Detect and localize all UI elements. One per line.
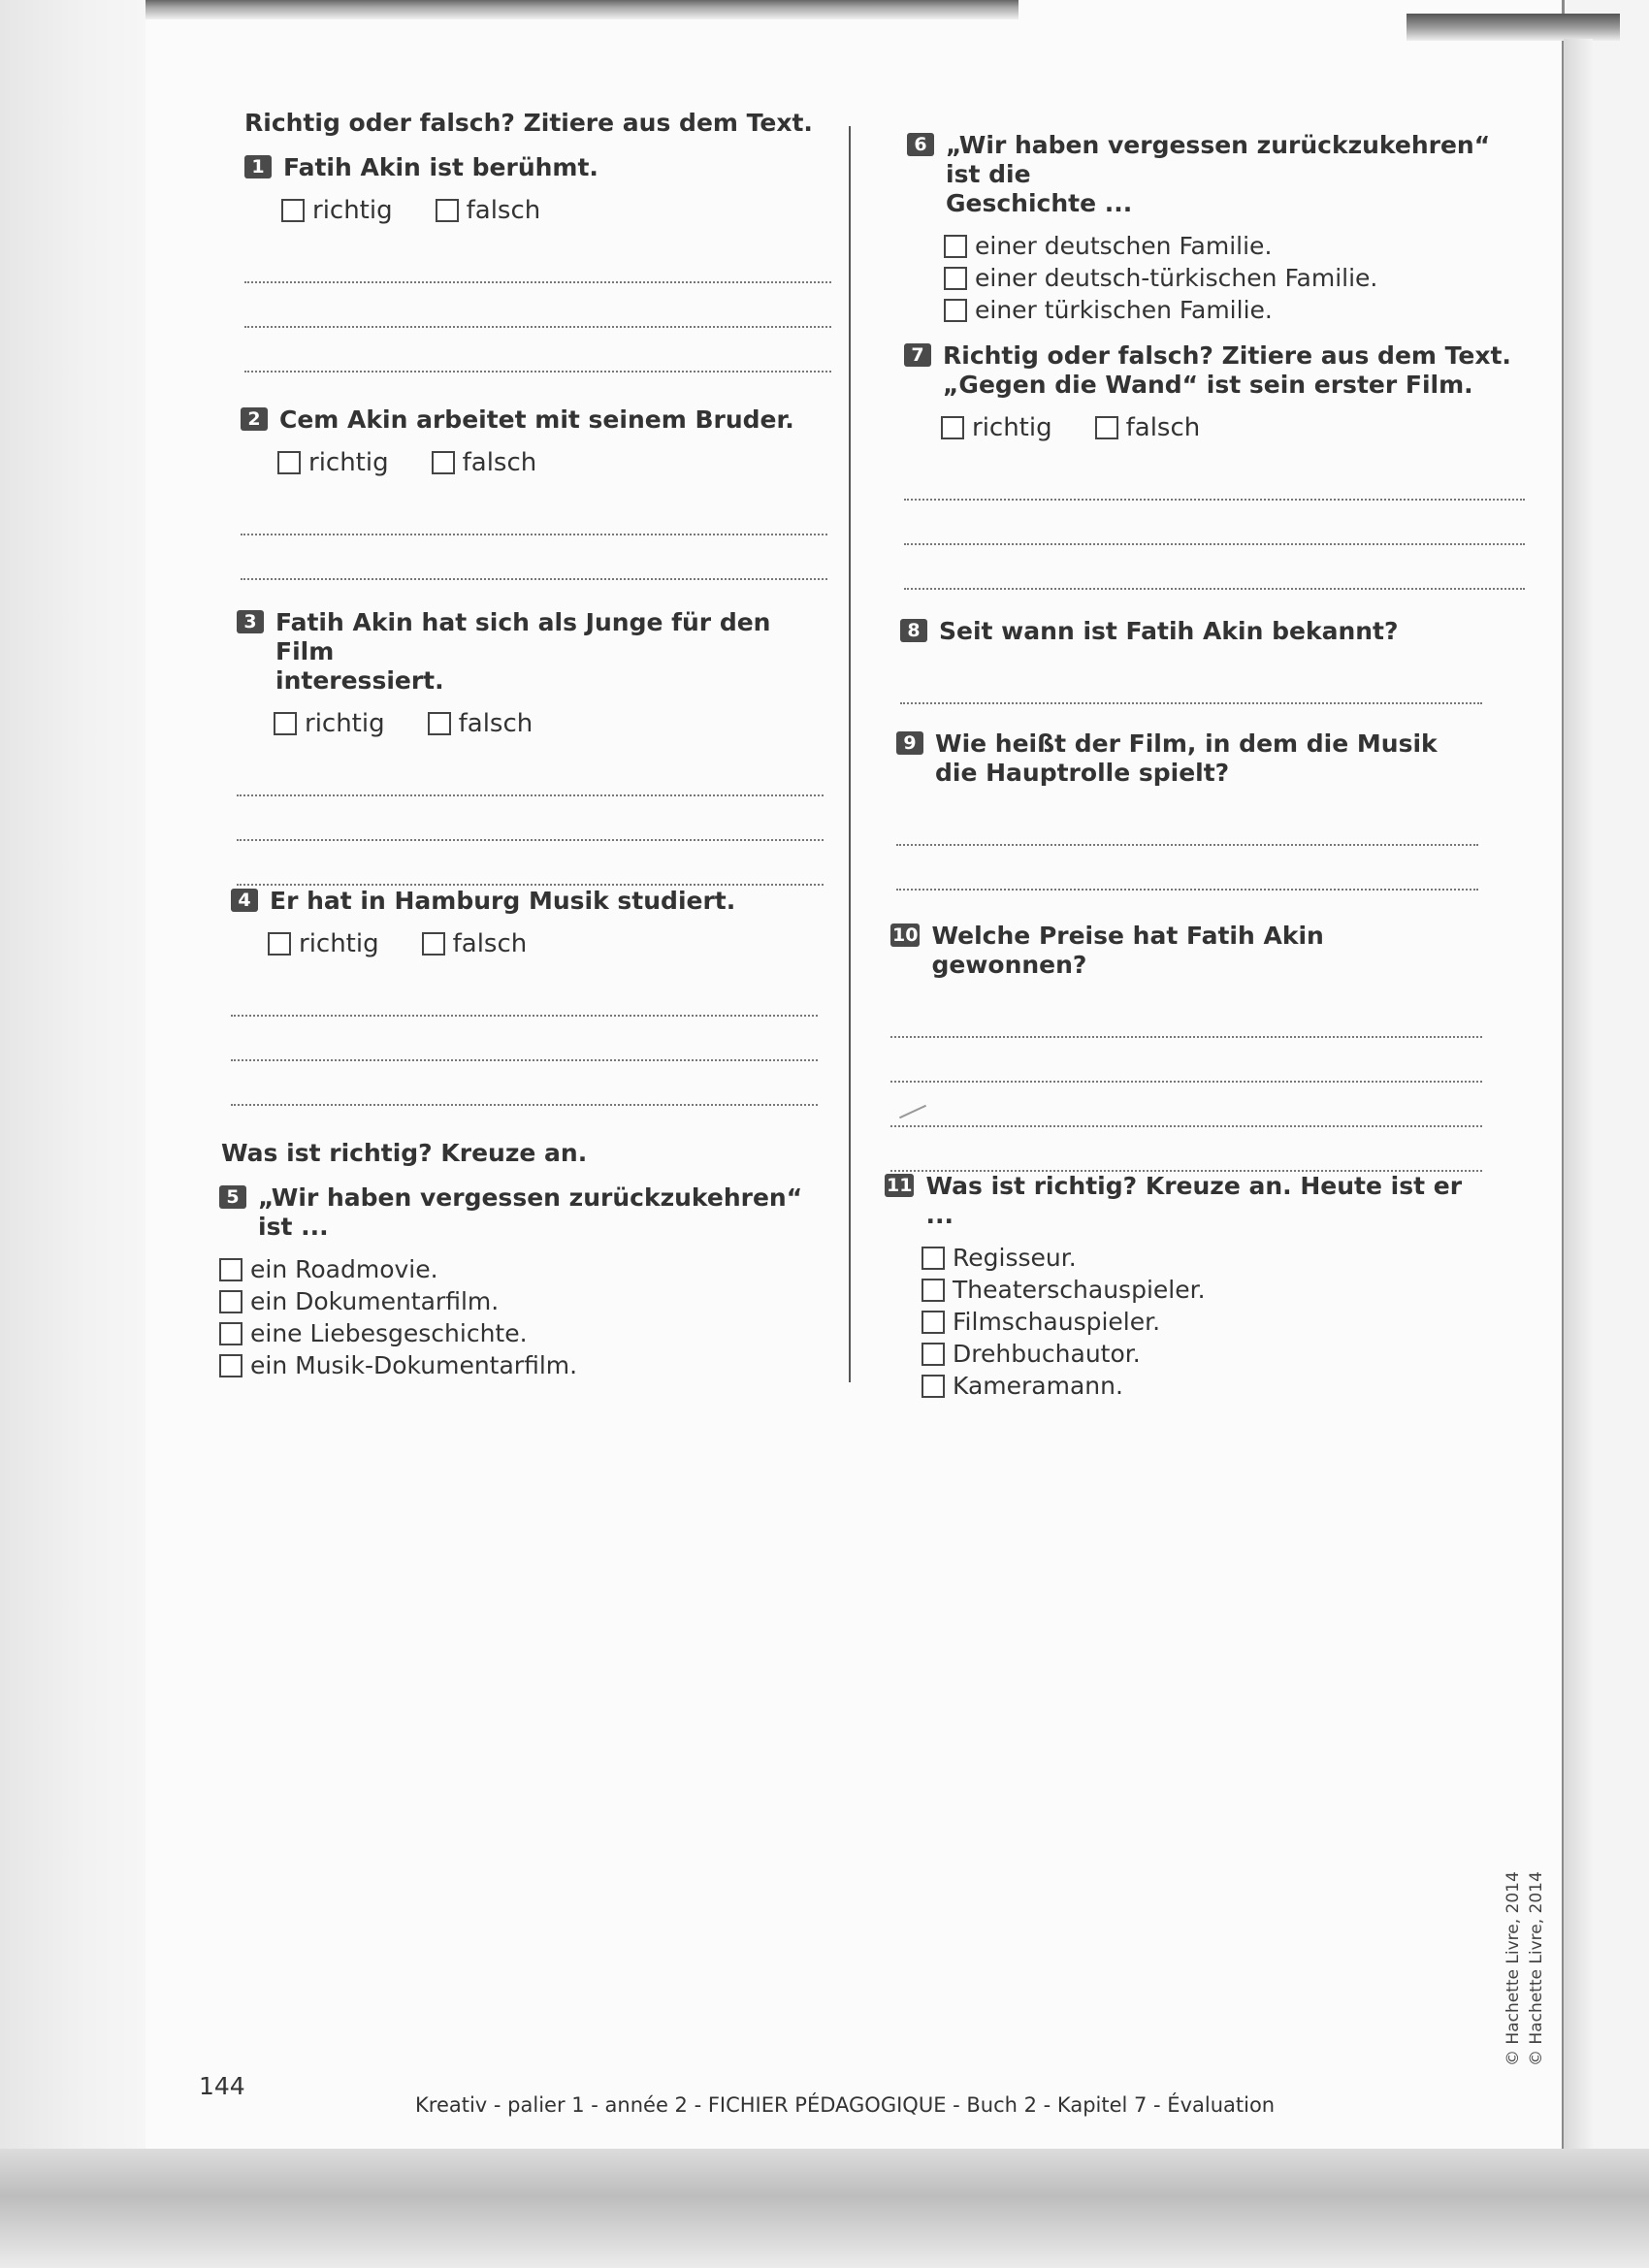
falsch-option-4[interactable]: falsch [422,929,528,958]
option-musik-dokumentarfilm[interactable]: ein Musik-Dokumentarfilm. [219,1351,821,1379]
answer-lines-7[interactable] [904,456,1525,590]
question-number-7: 7 [904,343,931,367]
question-2 [241,405,827,580]
question-number-9: 9 [896,731,923,755]
question-5 [219,1183,821,1379]
question-number-2: 2 [241,407,268,431]
checkbox-icon[interactable] [281,199,305,222]
question-text-4: Er hat in Hamburg Musik studiert. [270,887,736,915]
falsch-option-3[interactable]: falsch [428,709,534,738]
footer-text: Kreativ - palier 1 - année 2 - FICHIER PÉDAGOGIQUE - Buch 2 - Kapitel 7 - Évaluation [415,2093,1276,2117]
question-text-8: Seit wann ist Fatih Akin bekannt? [939,617,1399,645]
checkbox-icon[interactable] [922,1343,945,1366]
checkbox-icon[interactable] [219,1290,242,1313]
question-number-5: 5 [219,1185,246,1209]
answer-lines-9[interactable] [896,801,1478,891]
copyright-vertical-1: © Hachette Livre, 2014 [1504,1871,1523,2066]
checkbox-icon[interactable] [922,1375,945,1398]
option-filmschauspieler[interactable]: Filmschauspieler. [922,1308,1486,1336]
option-drehbuchautor[interactable]: Drehbuchautor. [922,1340,1486,1368]
option-regisseur[interactable]: Regisseur. [922,1244,1486,1272]
falsch-option-7[interactable]: falsch [1095,413,1201,442]
checkbox-icon[interactable] [219,1322,242,1345]
option-theaterschauspieler[interactable]: Theaterschauspieler. [922,1276,1486,1304]
scan-shadow-top-right [1406,14,1620,41]
section-heading-true-false: Richtig oder falsch? Zitiere aus dem Text. [244,109,813,137]
checkbox-icon[interactable] [922,1247,945,1270]
checkbox-icon[interactable] [436,199,459,222]
question-8 [900,617,1482,704]
answer-lines-1[interactable] [244,239,831,373]
question-11 [885,1172,1486,1400]
question-number-8: 8 [900,619,927,642]
answer-lines-3[interactable] [237,752,824,886]
scan-shadow-top [146,0,1018,19]
section-heading-multiple-choice: Was ist richtig? Kreuze an. [221,1139,588,1167]
question-text-11: Was ist richtig? Kreuze an. Heute ist er ... [925,1172,1463,1229]
question-6 [907,131,1528,324]
checkbox-icon[interactable] [277,451,301,474]
checkbox-icon[interactable] [944,267,967,290]
question-9 [896,729,1478,891]
richtig-option-3[interactable]: richtig [274,709,385,738]
question-number-3: 3 [237,610,264,633]
richtig-option-4[interactable]: richtig [268,929,379,958]
question-number-11: 11 [887,1175,913,1196]
question-text-1: Fatih Akin ist berühmt. [283,153,598,181]
richtig-option-1[interactable]: richtig [281,196,393,225]
scan-shadow-bottom [0,2149,1649,2268]
option-kameramann[interactable]: Kameramann. [922,1372,1486,1400]
question-number-10: 10 [892,924,919,946]
question-10 [890,922,1482,1172]
question-text-7: Richtig oder falsch? Zitiere aus dem Text. „Gegen die Wand“ ist sein erster Film. [943,341,1511,399]
option-dokumentarfilm[interactable]: ein Dokumentarfilm. [219,1287,821,1315]
checkbox-icon[interactable] [1095,416,1118,439]
richtig-option-7[interactable]: richtig [941,413,1052,442]
question-number-4: 4 [231,889,258,912]
option-roadmovie[interactable]: ein Roadmovie. [219,1255,821,1283]
checkbox-icon[interactable] [274,712,297,735]
question-text-6: „Wir haben vergessen zurückzukehren“ ist die Geschichte ... [946,131,1491,217]
page-edge [1564,39,1593,2183]
question-number-6: 6 [907,133,934,156]
question-text-9: Wie heißt der Film, in dem die Musik die Hauptrolle spielt? [935,729,1438,787]
answer-lines-8[interactable] [900,660,1482,704]
page-number: 144 [199,2072,245,2100]
falsch-option-2[interactable]: falsch [432,448,537,477]
question-text-2: Cem Akin arbeitet mit seinem Bruder. [279,405,794,434]
checkbox-icon[interactable] [432,451,455,474]
option-tuerkische-familie[interactable]: einer türkischen Familie. [944,296,1528,324]
question-text-10: Welche Preise hat Fatih Akin gewonnen? [931,922,1324,979]
checkbox-icon[interactable] [941,416,964,439]
question-4 [231,887,818,1106]
question-text-3: Fatih Akin hat sich als Junge für den Film interessiert. [275,608,771,695]
richtig-option-2[interactable]: richtig [277,448,389,477]
option-liebesgeschichte[interactable]: eine Liebesgeschichte. [219,1319,821,1347]
question-number-1: 1 [244,155,272,178]
checkbox-icon[interactable] [268,932,291,956]
checkbox-icon[interactable] [922,1279,945,1302]
scan-margin [0,0,146,2268]
question-text-5: „Wir haben vergessen zurückzukehren“ ist ... [258,1183,803,1241]
checkbox-icon[interactable] [922,1311,945,1334]
falsch-option-1[interactable]: falsch [436,196,541,225]
question-7 [904,341,1525,590]
option-deutsch-tuerkische-familie[interactable]: einer deutsch-türkischen Familie. [944,264,1528,292]
checkbox-icon[interactable] [219,1258,242,1281]
checkbox-icon[interactable] [219,1354,242,1377]
copyright-vertical-2: © Hachette Livre, 2014 [1527,1871,1546,2066]
checkbox-icon[interactable] [944,299,967,322]
question-1 [244,153,831,373]
checkbox-icon[interactable] [428,712,451,735]
answer-lines-4[interactable] [231,972,818,1106]
answer-lines-2[interactable] [241,491,827,580]
checkbox-icon[interactable] [944,235,967,258]
question-3 [237,608,824,886]
column-divider [849,126,851,1382]
option-deutsche-familie[interactable]: einer deutschen Familie. [944,232,1528,260]
answer-lines-10[interactable] [890,993,1482,1172]
checkbox-icon[interactable] [422,932,445,956]
